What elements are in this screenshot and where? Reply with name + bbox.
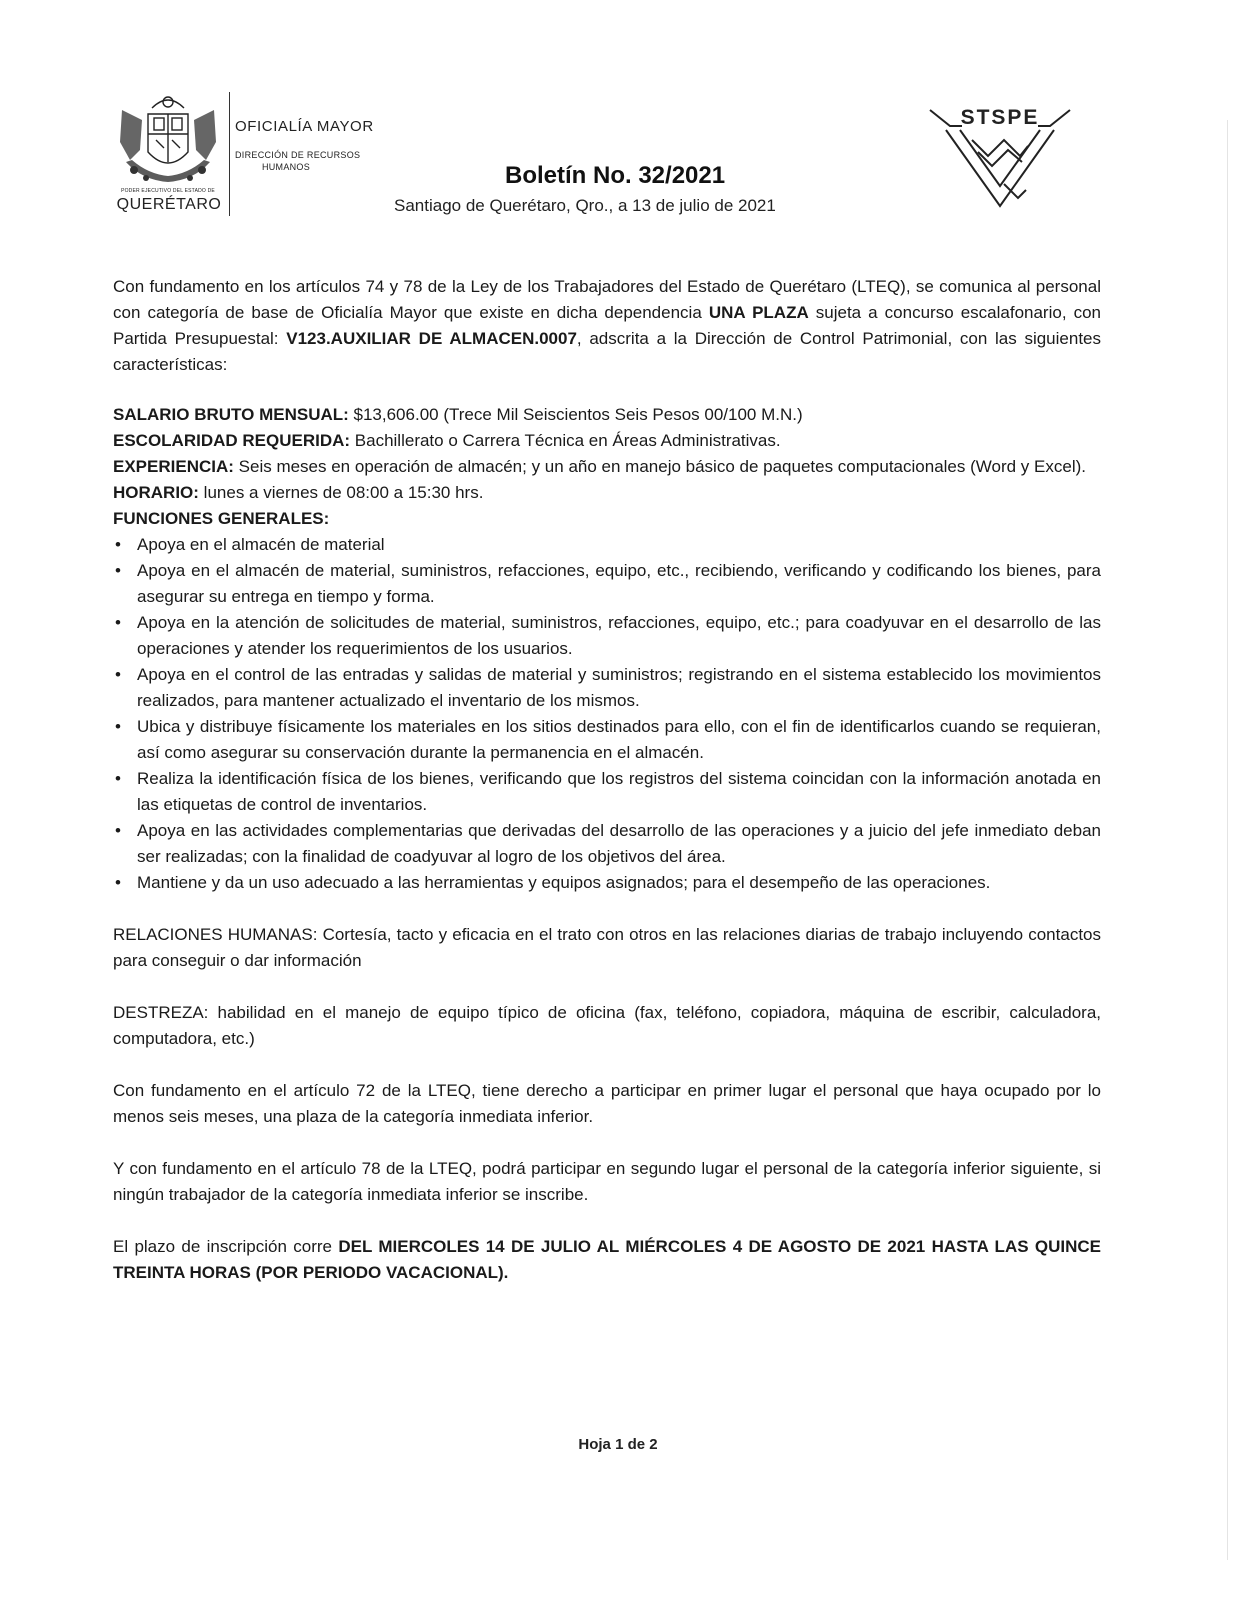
intro-bold-2: V123.AUXILIAR DE ALMACEN.0007: [286, 329, 577, 348]
list-item: • Apoya en el almacén de material: [113, 532, 1101, 558]
experience-label: EXPERIENCIA:: [113, 457, 234, 476]
intro-text-3: , adscrita a la Dirección de Control Patrimonial, con las siguientes características:: [113, 329, 1101, 374]
schedule-label: HORARIO:: [113, 483, 199, 502]
functions-list: [113, 532, 1101, 896]
department-line-2: HUMANOS: [261, 162, 311, 172]
intro-paragraph: [113, 274, 1101, 378]
intro-text-2: sujeta a concurso escalafonario, con Partida Presupuestal:: [113, 303, 1101, 348]
schooling-label: ESCOLARIDAD REQUERIDA:: [113, 431, 351, 450]
list-item: • Mantiene y da un uso adecuado a las herramientas y equipos asignados; para el desempeño de las operaciones.: [113, 870, 1101, 896]
schooling-line: [113, 428, 1101, 454]
schooling-value: Bachillerato o Carrera Técnica en Áreas Administrativas.: [350, 431, 781, 450]
union-logo-text: STSPE: [960, 106, 1040, 129]
org-state-label: QUERÉTARO: [116, 196, 222, 213]
intro-text-1: Con fundamento en los artículos 74 y 78 de la Ley de los Trabajadores del Estado de Querétaro (LTEQ), se comunica al personal con categoría de base de Oficialía Mayor que existe en dicha dependencia: [113, 277, 1101, 322]
bulletin-title: Boletín No. 32/2021: [505, 162, 726, 189]
article-72-paragraph: Con fundamento en el artículo 72 de la LTEQ, tiene derecho a participar en primer lugar el personal que haya ocupado por lo menos seis meses, una plaza de la categoría inmediata inferior.: [113, 1081, 1101, 1126]
deadline-paragraph: [113, 1234, 1101, 1286]
experience-value: Seis meses en operación de almacén; y un año en manejo básico de paquetes computacionales (Word y Excel).: [233, 457, 1086, 476]
document-body: [113, 274, 1101, 1286]
department-line-1: DIRECCIÓN DE RECURSOS: [235, 150, 361, 160]
scan-edge: [1227, 120, 1228, 1560]
page-number: Hoja 1 de 2: [578, 1436, 658, 1453]
schedule-value: lunes a viernes de 08:00 a 15:30 hrs.: [198, 483, 484, 502]
experience-line: [113, 454, 1101, 480]
article-78-paragraph: Y con fundamento en el artículo 78 de la LTEQ, podrá participar en segundo lugar el personal de la categoría inferior siguiente, si ningún trabajador de la categoría inmediata inferior se inscribe.: [113, 1159, 1101, 1204]
deadline-bold: DEL MIERCOLES 14 DE JULIO AL MIÉRCOLES 4 DE AGOSTO DE 2021 HASTA LAS QUINCE TREINTA HORAS (POR PERIODO VACACIONAL).: [113, 1237, 1101, 1282]
functions-heading: FUNCIONES GENERALES:: [113, 509, 330, 528]
office-title: OFICIALÍA MAYOR: [235, 118, 374, 135]
list-item: • Ubica y distribuye físicamente los materiales en los sitios destinados para ello, con el fin de identificarlos cuando se requieran, así como asegurar su conservación durante la permanencia en el almacén.: [113, 714, 1101, 766]
list-item: • Apoya en la atención de solicitudes de material, suministros, refacciones, equipo, etc.; para coadyuvar en el desarrollo de las operaciones y atender los requerimientos de los usuarios.: [113, 610, 1101, 662]
deadline-text: El plazo de inscripción corre: [113, 1237, 339, 1256]
salary-label: SALARIO BRUTO MENSUAL:: [113, 405, 349, 424]
intro-bold-1: UNA PLAZA: [708, 303, 809, 322]
place-date: Santiago de Querétaro, Qro., a 13 de julio de 2021: [394, 196, 776, 215]
list-item: • Apoya en las actividades complementarias que derivadas del desarrollo de las operaciones y a juicio del jefe inmediato deban ser realizadas; con la finalidad de coadyuvar al logro de los objetivos del área.: [113, 818, 1101, 870]
state-coat-of-arms-icon: [112, 90, 224, 190]
stspe-union-logo-icon: [926, 100, 1074, 212]
skills-paragraph: DESTREZA: habilidad en el manejo de equipo típico de oficina (fax, teléfono, copiadora, máquina de escribir, calculadora, computadora, etc.): [113, 1003, 1101, 1048]
list-item: • Apoya en el control de las entradas y salidas de material y suministros; registrando en el sistema establecido los movimientos realizados, para mantener actualizado el inventario de los mismos.: [113, 662, 1101, 714]
list-item: • Apoya en el almacén de material, suministros, refacciones, equipo, etc., recibiendo, verificando y codificando los bienes, para asegurar su entrega en tiempo y forma.: [113, 558, 1101, 610]
relations-paragraph: RELACIONES HUMANAS: Cortesía, tacto y eficacia en el trato con otros en las relaciones diarias de trabajo incluyendo contactos para conseguir o dar información: [113, 925, 1101, 970]
header-divider: [229, 92, 230, 216]
salary-value: $13,606.00 (Trece Mil Seiscientos Seis Pesos 00/100 M.N.): [348, 405, 803, 424]
salary-line: [113, 402, 1101, 428]
schedule-line: [113, 480, 1101, 506]
list-item: • Realiza la identificación física de los bienes, verificando que los registros del sistema coincidan con la información anotada en las etiquetas de control de inventarios.: [113, 766, 1101, 818]
org-under-label: PODER EJECUTIVO DEL ESTADO DE: [121, 188, 215, 194]
